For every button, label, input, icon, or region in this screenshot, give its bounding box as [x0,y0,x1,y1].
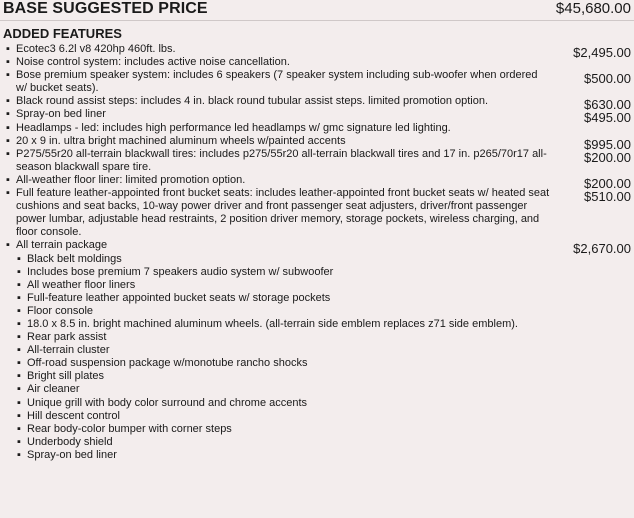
features-list [0,43,634,462]
bullet-icon: ▪ [17,331,21,344]
feature-text: 20 x 9 in. ultra bright machined aluminum wheels w/painted accents [16,134,346,147]
feature-item [0,148,634,174]
package-item [0,331,634,344]
feature-item [0,239,634,257]
package-item-text: All-terrain cluster [27,344,110,357]
package-item-text: Rear body-color bumper with corner steps [27,422,232,435]
feature-text: All-weather floor liner: limited promotion option. [16,173,246,186]
feature-price: $2,670.00 [573,241,631,257]
base-price-header [3,0,631,20]
package-item [0,410,634,423]
feature-item [0,69,634,95]
package-item [0,344,634,357]
feature-price: $200.00 [584,149,631,165]
bullet-icon: ▪ [6,108,10,121]
bullet-icon: ▪ [17,370,21,383]
base-price-title: BASE SUGGESTED PRICE [3,0,208,17]
bullet-icon: ▪ [6,134,10,147]
feature-text: Ecotec3 6.2l v8 420hp 460ft. lbs. [16,43,176,55]
feature-text: All terrain package [16,239,108,252]
package-item-text: Floor console [27,304,94,317]
package-item-text: Spray-on bed liner [27,448,117,461]
package-item-text: Air cleaner [27,383,80,396]
bullet-icon: ▪ [17,252,21,265]
feature-item [0,108,634,126]
bullet-icon: ▪ [6,173,10,186]
bullet-icon: ▪ [6,56,10,69]
feature-price: $995.00 [584,136,631,152]
bullet-icon: ▪ [17,383,21,396]
package-item-text: Black belt moldings [27,252,122,265]
bullet-icon: ▪ [17,265,21,278]
feature-text: Black round assist steps: includes 4 in. black round tubular assist steps. limited promotion option. [16,95,489,108]
package-item-text: Unique grill with body color surround and chrome accents [27,396,308,409]
package-item [0,292,634,305]
bullet-icon: ▪ [6,95,10,108]
package-item [0,279,634,292]
package-item-text: Hill descent control [27,409,120,422]
bullet-icon: ▪ [17,278,21,291]
feature-price: $495.00 [584,110,631,126]
package-item [0,357,634,370]
feature-text: Full feature leather-appointed front bucket seats: includes leather-appointed front bucket seats w/ heated seat cushions and seat backs, 10-way power driver and front passenger seat adjusters, driver/front passenger power lumbar, adjustable head restraints, 2 position driver memory, storage pockets, wireless charging, and floor console. [16,187,550,239]
feature-price: $2,495.00 [573,45,631,60]
bullet-icon: ▪ [17,409,21,422]
header-divider [0,20,634,21]
bullet-icon: ▪ [6,239,10,252]
bullet-icon: ▪ [17,291,21,304]
feature-text: P275/55r20 all-terrain blackwall tires: includes p275/55r20 all-terrain blackwall tires and 17 in. p265/70r17 all-season blackwall spare tire. [16,147,547,173]
bullet-icon: ▪ [17,344,21,357]
package-item-text: All weather floor liners [27,278,136,291]
package-item-text: Includes bose premium 7 speakers audio system w/ subwoofer [27,265,334,278]
package-item-text: Underbody shield [27,435,113,448]
feature-text: Spray-on bed liner [16,108,106,121]
feature-price: $630.00 [584,97,631,113]
base-price-value: $45,680.00 [555,0,631,17]
package-item-text: Full-feature leather appointed bucket seats w/ storage pockets [27,291,331,304]
bullet-icon: ▪ [17,448,21,461]
bullet-icon: ▪ [6,187,10,200]
section-title: ADDED FEATURES [3,26,122,41]
package-item [0,449,634,462]
package-item [0,436,634,449]
feature-text: Headlamps - led: includes high performance led headlamps w/ gmc signature led lighting. [16,121,451,134]
feature-price: $510.00 [584,189,631,205]
bullet-icon: ▪ [17,435,21,448]
bullet-icon: ▪ [6,147,10,160]
bullet-icon: ▪ [17,357,21,370]
feature-text: Bose premium speaker system: includes 6 speakers (7 speaker system including sub-woofer when ordered w/ bucket seats). [16,69,538,95]
package-item [0,383,634,396]
package-item-text: 18.0 x 8.5 in. bright machined aluminum wheels. (all-terrain side emblem replaces z71 side emblem). [27,317,518,330]
bullet-icon: ▪ [6,121,10,134]
bullet-icon: ▪ [6,43,10,55]
bullet-icon: ▪ [17,396,21,409]
package-item-text: Bright sill plates [27,370,105,383]
package-item [0,318,634,331]
package-item-text: Rear park assist [27,331,107,344]
feature-item [0,187,634,239]
package-item [0,423,634,436]
feature-item [0,122,634,135]
bullet-icon: ▪ [17,422,21,435]
feature-item [0,173,634,191]
feature-item [0,95,634,113]
package-item [0,253,634,266]
package-item [0,266,634,279]
package-item [0,370,634,383]
feature-text: Noise control system: includes active noise cancellation. [16,56,290,69]
feature-price: $500.00 [584,71,631,87]
package-item [0,397,634,410]
feature-item [0,56,634,69]
package-item [0,305,634,318]
bullet-icon: ▪ [17,304,21,317]
feature-price: $200.00 [584,175,631,191]
bullet-icon: ▪ [17,317,21,330]
feature-item [0,134,634,152]
bullet-icon: ▪ [6,69,10,82]
package-item-text: Off-road suspension package w/monotube rancho shocks [27,357,308,370]
feature-item [0,43,634,60]
